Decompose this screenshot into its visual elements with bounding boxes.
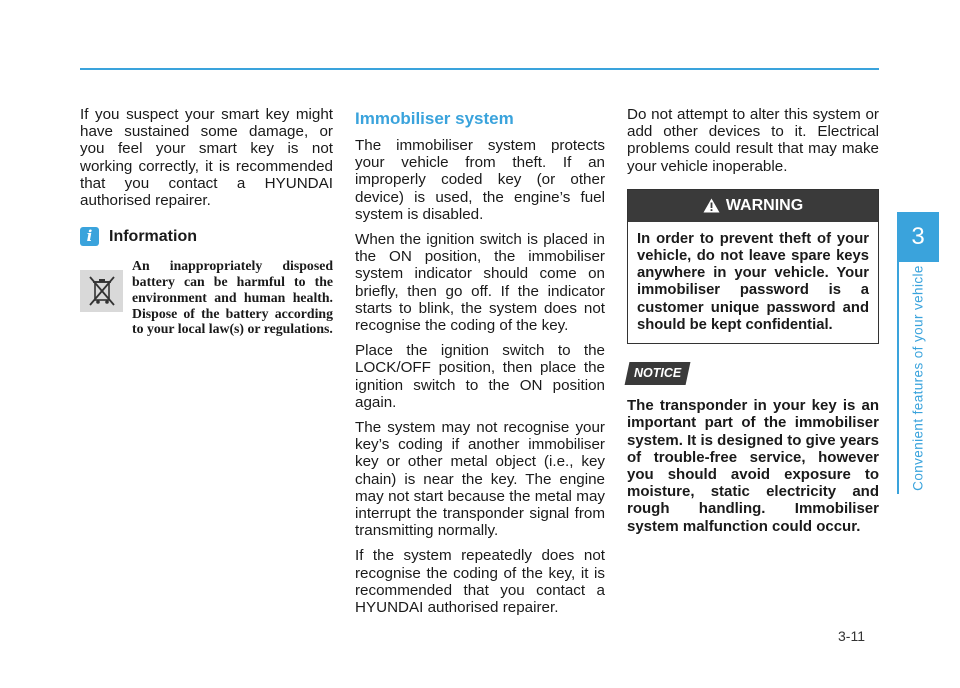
warning-text: In order to prevent theft of your vehicle, do not leave spare keys anywhere in your vehicle. Your immobiliser password is a customer unique password and should be kept confidential. (637, 230, 869, 333)
warning-triangle-icon (703, 198, 720, 213)
immobiliser-paragraph-2: When the ignition switch is placed in the ON position, the immobiliser system indicator should come on briefly, then go off. If the indicator starts to blink, the system does not recognise the coding of the key. (355, 231, 605, 335)
alteration-paragraph: Do not attempt to alter this system or add other devices to it. Electrical problems could result that may make your vehicle inoperable. (627, 106, 879, 175)
notice-text: The transponder in your key is an important part of the immobiliser system. It is designed to give years of trouble-free service, however you should avoid exposure to moisture, static electricity and rough handling. Immobiliser system malfunction could occur. (627, 397, 879, 535)
information-body (80, 258, 333, 337)
warning-header (628, 190, 878, 222)
crossed-bin-icon (80, 270, 123, 312)
column-1 (80, 106, 333, 337)
information-title: Information (109, 228, 197, 246)
smart-key-damage-paragraph: If you suspect your smart key might have sustained some damage, or you feel your smart key is not working correctly, it is recommended that you contact a HYUNDAI authorised repairer. (80, 106, 333, 210)
immobiliser-paragraph-4: The system may not recognise your key’s coding if another immobiliser key or other metal object (i.e., key chain) is near the key. The engine may not start because the metal may interrupt the transponder signal from transmitting normally. (355, 419, 605, 540)
chapter-title: Convenient features of your vehicle (910, 265, 926, 491)
chapter-number-tab: 3 (897, 212, 939, 262)
immobiliser-paragraph-3: Place the ignition switch to the LOCK/OFF position, then place the ignition switch to the ON position again. (355, 342, 605, 411)
battery-disposal-text: An inappropriately disposed battery can be harmful to the environment and human health. Dispose of the battery according to your local law(s) or regulations. (132, 258, 333, 337)
chapter-side-rule (897, 262, 899, 494)
information-heading (80, 227, 333, 246)
immobiliser-heading: Immobiliser system (355, 109, 514, 128)
immobiliser-paragraph-5: If the system repeatedly does not recognise the coding of the key, it is recommended that you contact a HYUNDAI authorised repairer. (355, 547, 605, 617)
immobiliser-paragraph-1: The immobiliser system protects your vehicle from theft. If an improperly coded key (or other device) is used, the engine’s fuel system is disabled. (355, 137, 605, 223)
header-rule (80, 68, 879, 70)
warning-label: WARNING (725, 197, 804, 215)
information-icon: i (80, 227, 99, 246)
notice-label: NOTICE (634, 366, 682, 381)
notice-badge (625, 362, 691, 385)
page-number: 3-11 (838, 628, 865, 644)
column-3 (627, 106, 879, 543)
warning-box (627, 189, 879, 344)
column-2 (355, 106, 605, 624)
